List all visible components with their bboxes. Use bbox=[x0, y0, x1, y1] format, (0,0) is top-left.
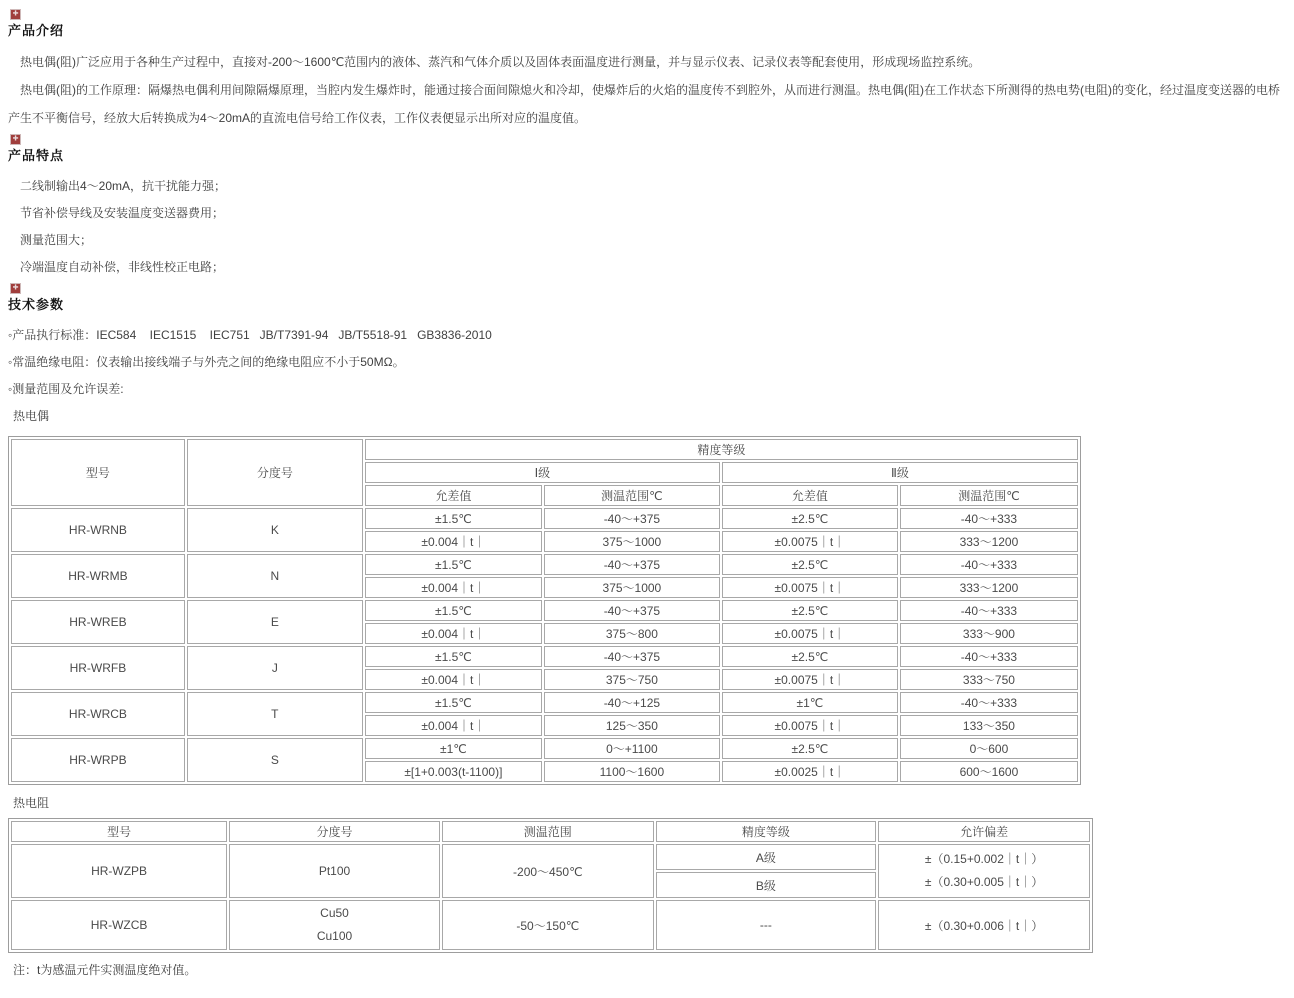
cell-range: 125～350 bbox=[544, 715, 720, 736]
cell-range: 333～1200 bbox=[900, 531, 1078, 552]
cell-range: -40～+125 bbox=[544, 692, 720, 713]
cell-range: 333～1200 bbox=[900, 577, 1078, 598]
col-header-graduation: 分度号 bbox=[229, 821, 440, 842]
rtd-table bbox=[8, 818, 1093, 953]
col-header-temp-range: 测温范围℃ bbox=[544, 485, 720, 506]
cell-tolerance: ±1.5℃ bbox=[365, 554, 542, 575]
cell-range: 375～800 bbox=[544, 623, 720, 644]
thermocouple-table bbox=[8, 436, 1081, 785]
broken-image-icon bbox=[10, 283, 21, 294]
graduation-line-a: Cu50 bbox=[320, 906, 349, 920]
cell-model: HR-WZCB bbox=[11, 900, 227, 950]
cell-range: -40～+333 bbox=[900, 692, 1078, 713]
cell-range: 375～750 bbox=[544, 669, 720, 690]
cell-tolerance: ±2.5℃ bbox=[722, 600, 898, 621]
cell-tolerance: ±1.5℃ bbox=[365, 600, 542, 621]
cell-tolerance: ±0.0025｜t｜ bbox=[722, 761, 898, 782]
cell-range: -40～+333 bbox=[900, 508, 1078, 529]
cell-range: -40～+333 bbox=[900, 600, 1078, 621]
col-header-temp-range: 测温范围℃ bbox=[900, 485, 1078, 506]
col-header-accuracy-class: 精度等级 bbox=[656, 821, 876, 842]
table-row bbox=[11, 646, 1078, 667]
cell-range: 1100～1600 bbox=[544, 761, 720, 782]
cell-graduation: J bbox=[187, 646, 363, 690]
col-header-tolerance: 允差值 bbox=[365, 485, 542, 506]
cell-accuracy-class: --- bbox=[656, 900, 876, 950]
col-header-allowed-deviation: 允许偏差 bbox=[878, 821, 1090, 842]
cell-tolerance: ±1℃ bbox=[722, 692, 898, 713]
spec-standards: ◦产品执行标准：IEC584 IEC1515 IEC751 JB/T7391-94 JB/T5518-91 GB3836-2010 bbox=[8, 328, 492, 342]
col-header-temp-range: 测温范围 bbox=[442, 821, 654, 842]
feature-item: 冷端温度自动补偿，非线性校正电路； bbox=[20, 260, 225, 274]
cell-deviation bbox=[878, 844, 1090, 898]
col-header-accuracy-class: 精度等级 bbox=[365, 439, 1078, 460]
col-header-class-1: Ⅰ级 bbox=[365, 462, 720, 483]
cell-range: -50～150℃ bbox=[442, 900, 654, 950]
broken-image-icon bbox=[10, 9, 21, 20]
feature-item: 节省补偿导线及安装温度变送器费用； bbox=[20, 206, 225, 220]
cell-tolerance: ±0.0075｜t｜ bbox=[722, 623, 898, 644]
cell-model: HR-WRNB bbox=[11, 508, 185, 552]
cell-model: HR-WZPB bbox=[11, 844, 227, 898]
table-row bbox=[11, 600, 1078, 621]
intro-paragraph-1: 热电偶(阻)广泛应用于各种生产过程中，直接对-200～1600℃范围内的液体、蒸汽和气体介质以及固体表面温度进行测量，并与显示仪表、记录仪表等配套使用，形成现场监控系统。 bbox=[20, 55, 981, 69]
cell-accuracy-class-a: A级 bbox=[656, 844, 876, 870]
table-row bbox=[11, 692, 1078, 713]
cell-range: 600～1600 bbox=[900, 761, 1078, 782]
cell-range: 375～1000 bbox=[544, 577, 720, 598]
spec-insulation: ◦常温绝缘电阻：仪表输出接线端子与外壳之间的绝缘电阻应不小于50MΩ。 bbox=[8, 355, 405, 369]
broken-image-glyph: ✚ bbox=[12, 10, 19, 18]
broken-image-icon bbox=[10, 134, 21, 145]
cell-model: HR-WRPB bbox=[11, 738, 185, 782]
footnote: 注：t为感温元件实测温度绝对值。 bbox=[13, 963, 197, 977]
col-header-model: 型号 bbox=[11, 439, 185, 506]
cell-tolerance: ±1.5℃ bbox=[365, 508, 542, 529]
cell-range: 375～1000 bbox=[544, 531, 720, 552]
broken-image-glyph: ✚ bbox=[12, 284, 19, 292]
cell-tolerance: ±0.004｜t｜ bbox=[365, 623, 542, 644]
col-header-class-2: Ⅱ级 bbox=[722, 462, 1078, 483]
table-row bbox=[11, 554, 1078, 575]
cell-tolerance: ±[1+0.003(t-1100)] bbox=[365, 761, 542, 782]
cell-range: -40～+375 bbox=[544, 646, 720, 667]
intro-paragraph-2: 热电偶(阻)的工作原理：隔爆热电偶利用间隙隔爆原理，当腔内发生爆炸时，能通过接合面间隙熄火和冷却，使爆炸后的火焰的温度传不到腔外，从而进行测温。热电偶(阻)在工作状态下所测得的热电势(电阻)的变化，经过温度变送器的电桥产生不平衡信号，经放大后转换成为4～20mA的直流电信号给工作仪表，工作仪表便显示出所对应的温度值。 bbox=[8, 83, 1280, 125]
cell-tolerance: ±0.004｜t｜ bbox=[365, 669, 542, 690]
cell-range: 0～+1100 bbox=[544, 738, 720, 759]
cell-tolerance: ±2.5℃ bbox=[722, 646, 898, 667]
cell-tolerance: ±1.5℃ bbox=[365, 646, 542, 667]
table-row bbox=[11, 900, 1090, 950]
cell-graduation: K bbox=[187, 508, 363, 552]
cell-model: HR-WRCB bbox=[11, 692, 185, 736]
cell-range: -40～+375 bbox=[544, 554, 720, 575]
deviation-line-b: ±（0.30+0.005｜t｜） bbox=[924, 875, 1044, 889]
cell-tolerance: ±2.5℃ bbox=[722, 738, 898, 759]
cell-tolerance: ±0.004｜t｜ bbox=[365, 531, 542, 552]
cell-tolerance: ±0.004｜t｜ bbox=[365, 715, 542, 736]
cell-range: 133～350 bbox=[900, 715, 1078, 736]
cell-range: 333～750 bbox=[900, 669, 1078, 690]
table-row bbox=[11, 508, 1078, 529]
table-row bbox=[11, 844, 1090, 870]
cell-range: 333～900 bbox=[900, 623, 1078, 644]
cell-graduation: T bbox=[187, 692, 363, 736]
cell-range: -40～+333 bbox=[900, 646, 1078, 667]
cell-tolerance: ±0.0075｜t｜ bbox=[722, 669, 898, 690]
cell-model: HR-WRMB bbox=[11, 554, 185, 598]
rtd-table-label: 热电阻 bbox=[13, 796, 50, 810]
spec-range-note: ◦测量范围及允许误差: bbox=[8, 382, 124, 396]
cell-deviation: ±（0.30+0.006｜t｜） bbox=[878, 900, 1090, 950]
cell-accuracy-class-b: B级 bbox=[656, 872, 876, 898]
graduation-line-b: Cu100 bbox=[316, 929, 353, 943]
col-header-graduation: 分度号 bbox=[187, 439, 363, 506]
cell-graduation: S bbox=[187, 738, 363, 782]
cell-tolerance: ±0.004｜t｜ bbox=[365, 577, 542, 598]
section-heading-intro: 产品介绍 bbox=[8, 23, 65, 38]
cell-tolerance: ±0.0075｜t｜ bbox=[722, 715, 898, 736]
cell-range: -40～+375 bbox=[544, 600, 720, 621]
broken-image-glyph: ✚ bbox=[12, 135, 19, 143]
cell-tolerance: ±2.5℃ bbox=[722, 508, 898, 529]
col-header-tolerance: 允差值 bbox=[722, 485, 898, 506]
cell-tolerance: ±0.0075｜t｜ bbox=[722, 531, 898, 552]
cell-tolerance: ±2.5℃ bbox=[722, 554, 898, 575]
cell-graduation: Pt100 bbox=[229, 844, 440, 898]
feature-item: 测量范围大； bbox=[20, 233, 93, 247]
cell-graduation: N bbox=[187, 554, 363, 598]
thermocouple-table-label: 热电偶 bbox=[13, 409, 50, 423]
table-row bbox=[11, 738, 1078, 759]
cell-range: -200～450℃ bbox=[442, 844, 654, 898]
feature-item: 二线制输出4～20mA，抗干扰能力强； bbox=[20, 179, 227, 193]
col-header-model: 型号 bbox=[11, 821, 227, 842]
cell-graduation bbox=[229, 900, 440, 950]
cell-range: 0～600 bbox=[900, 738, 1078, 759]
cell-tolerance: ±1.5℃ bbox=[365, 692, 542, 713]
section-heading-features: 产品特点 bbox=[8, 148, 65, 163]
deviation-line-a: ±（0.15+0.002｜t｜） bbox=[924, 852, 1044, 866]
cell-range: -40～+333 bbox=[900, 554, 1078, 575]
section-heading-specs: 技术参数 bbox=[8, 297, 65, 312]
cell-tolerance: ±0.0075｜t｜ bbox=[722, 577, 898, 598]
cell-model: HR-WREB bbox=[11, 600, 185, 644]
cell-graduation: E bbox=[187, 600, 363, 644]
cell-model: HR-WRFB bbox=[11, 646, 185, 690]
cell-tolerance: ±1℃ bbox=[365, 738, 542, 759]
cell-range: -40～+375 bbox=[544, 508, 720, 529]
